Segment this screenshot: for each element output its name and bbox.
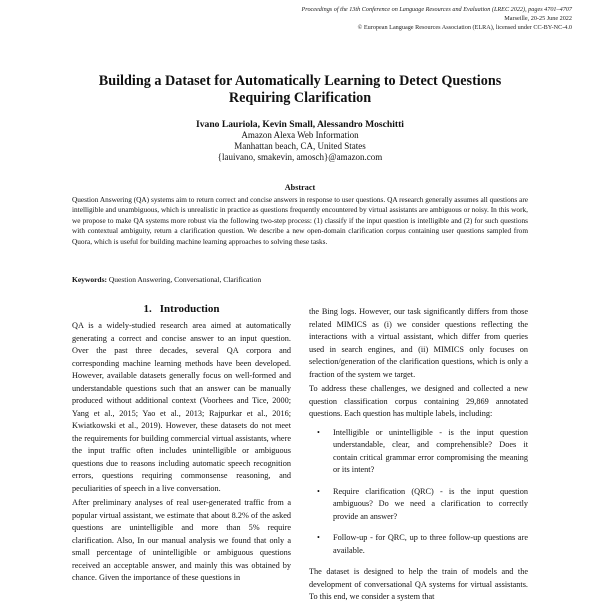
section-title: Introduction bbox=[159, 303, 220, 315]
keywords-line bbox=[72, 275, 528, 285]
abstract-text: Question Answering (QA) systems aim to return correct and concise answers in response to user questions. QA research generally assumes all questions are intelligible and unambiguous, which is unrealistic in practice as questions frequently encountered by virtual assistants are ambiguous or noisy. In this work, we propose to make QA systems more robust via the following two-step process: (1) classify if the input question is intelligible and (2) for such questions with contextual ambiguity, return a clarification question. We describe a new open-domain clarification corpus containing user questions sampled from Quora, which is useful for building machine learning approaches to solving these tasks. bbox=[72, 195, 528, 246]
intro-paragraph: After preliminary analyses of real user-generated traffic from a popular virtual assistant, we estimate that about 8.2% of the asked questions are unintelligible and more than 5% require clarification. Also, In our manual analysis we found that only a small percentage of unintelligible or ambiguous questions received an acceptable answer, and mainly this was obtained by chance. Given the importance of these questions in bbox=[72, 498, 291, 582]
running-header bbox=[172, 5, 572, 32]
author-emails: {lauivano, smakevin, amosch}@amazon.com bbox=[217, 152, 383, 162]
keywords-label: Keywords: bbox=[72, 275, 107, 284]
title-line-2: Requiring Clarification bbox=[228, 90, 372, 106]
author-affiliation: Amazon Alexa Web Information bbox=[241, 130, 359, 140]
list-item: • Follow-up - for QRC, up to three follow-up questions are available. bbox=[327, 532, 528, 557]
right-column bbox=[309, 306, 528, 606]
section-heading-introduction bbox=[72, 302, 291, 316]
label-list bbox=[309, 427, 528, 558]
copyright-line: © European Language Resources Association (ELRA), licensed under CC-BY-NC-4.0 bbox=[357, 24, 572, 31]
paper-title bbox=[60, 73, 540, 107]
abstract-heading: Abstract bbox=[284, 183, 316, 192]
left-column bbox=[72, 300, 291, 587]
proceedings-line: Proceedings of the 13th Conference on Language Resources and Evaluation (LREC 2022), pages 4701–4707 bbox=[301, 6, 572, 13]
section-number: 1. bbox=[143, 303, 152, 315]
author-location: Manhattan beach, CA, United States bbox=[234, 141, 366, 151]
author-names: Ivano Lauriola, Kevin Small, Alessandro Moschitti bbox=[196, 119, 404, 130]
body-paragraph: The dataset is designed to help the train of models and the development of conversational QA systems for virtual assistants. To this end, we consider a system that bbox=[309, 567, 528, 601]
list-item: • Require clarification (QRC) - is the input question ambiguous? Do we need a clarification to correctly provide an answer? bbox=[327, 486, 528, 524]
author-block bbox=[100, 119, 500, 163]
list-item: • Intelligible or unintelligible - is the input question understandable, clear, and comprehensible? Does it contain critical grammar error compromising the meaning or its intent? bbox=[327, 427, 528, 477]
title-line-1: Building a Dataset for Automatically Learning to Detect Questions bbox=[98, 73, 502, 89]
body-paragraph: the Bing logs. However, our task significantly differs from those related MIMICS as (i) we consider questions reflecting the interactions with a virtual assistant, which differ from queries used in search engines, and (ii) MIMICS only focuses on selection/generation of the clarification questions, which is only a fraction of the system we target. bbox=[309, 307, 528, 379]
body-paragraph: To address these challenges, we designed and collected a new question classification corpus containing 29,869 annotated questions. Each question has multiple labels, including: bbox=[309, 384, 528, 418]
intro-paragraph: QA is a widely-studied research area aimed at automatically generating a correct and concise answer to an input question. Over the past three decades, several QA corpora and corresponding machine learning methods have been developed. However, available datasets generally focus on well-formed and understandable questions such that an answer can be manually produced without additional context (Voorhees and Tice, 2000; Yang et al., 2015; Yao et al., 2013; Rajpurkar et al., 2016; Kwiatkowski et al., 2019). However, these datasets do not meet the requirements for building commercial virtual assistants, where the input traffic often includes unintelligible or ambiguous questions due to reasons including automatic speech recognition errors, questions requiring commonsense reasoning, and peculiarities of speech in a live conversation. bbox=[72, 321, 291, 493]
venue-line: Marseille, 20-25 June 2022 bbox=[504, 15, 572, 22]
keywords-text: Question Answering, Conversational, Clarification bbox=[108, 275, 262, 284]
